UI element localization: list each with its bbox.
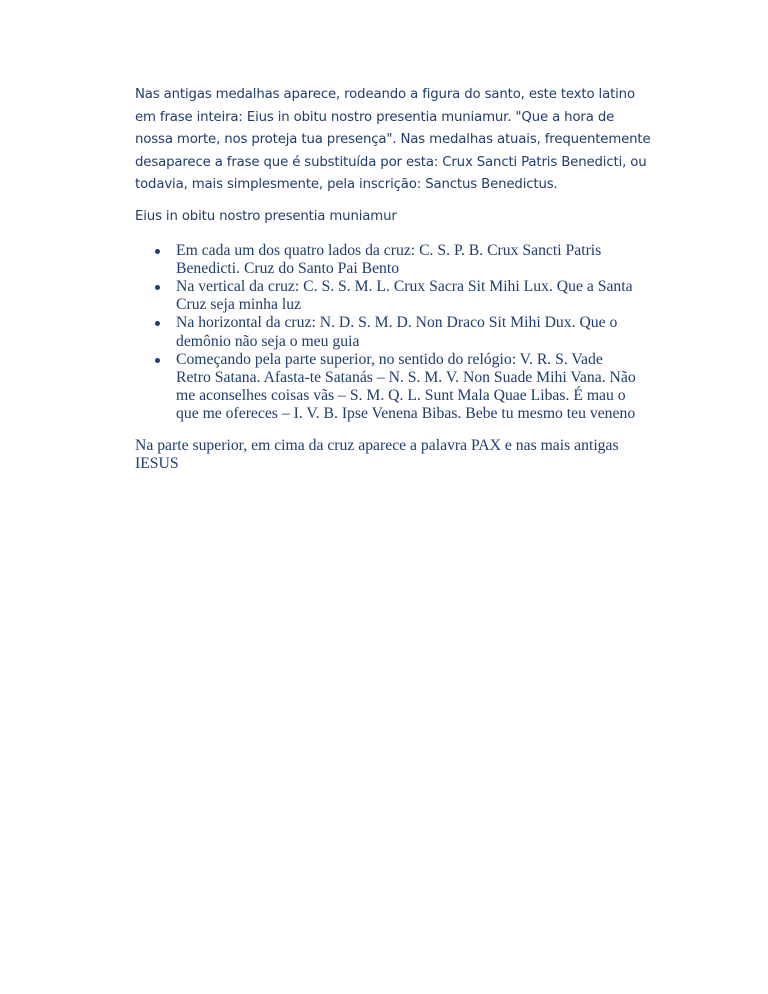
bullet-icon — [155, 285, 160, 290]
latin-phrase-paragraph: Eius in obitu nostro presentia muniamur — [135, 208, 397, 224]
bullet-list — [135, 242, 655, 424]
list-item — [135, 242, 636, 278]
intro-paragraph: Nas antigas medalhas aparece, rodeando a figura do santo, este texto latino em frase inteira: Eius in obitu nostro presentia muniamur. "Que a hora de nossa morte, nos proteja tua presença". Nas medalhas atuais, frequentemente desaparece a frase que é substituída por esta: Crux Sancti Patris Benedicti, ou todavia, mais simplesmente, pela inscrição: Sanctus Benedictus. — [135, 87, 651, 193]
bullet-icon — [155, 249, 160, 254]
bullet-icon — [155, 358, 160, 363]
list-item-text: Em cada um dos quatro lados da cruz: C. S. P. B. Crux Sancti Patris Benedicti. Cruz do Santo Pai Bento — [176, 241, 602, 277]
list-item-text: Na vertical da cruz: C. S. S. M. L. Crux Sacra Sit Mihi Lux. Que a Santa Cruz seja minha luz — [176, 277, 633, 314]
list-item — [135, 314, 636, 350]
list-item — [135, 278, 636, 314]
list-item-text: Começando pela parte superior, no sentido do relógio: V. R. S. Vade Retro Satana. Afasta-te Satanás – N. S. M. V. Non Suade Mihi Vana. Não me aconselhes coisas vãs – S. M. Q. L. Sunt Mala Quae Libas. É mau o que me ofereces – I. V. B. Ipse Venena Bibas. Bebe tu mesmo teu veneno — [176, 350, 636, 423]
document-body — [135, 84, 655, 473]
list-item — [135, 351, 636, 424]
list-item-text: Na horizontal da cruz: N. D. S. M. D. Non Draco Sit Mihi Dux. Que o demônio não seja o meu guia — [176, 314, 618, 350]
closing-paragraph: Na parte superior, em cima da cruz aparece a palavra PAX e nas mais antigas IESUS — [135, 436, 619, 472]
bullet-icon — [155, 321, 160, 326]
